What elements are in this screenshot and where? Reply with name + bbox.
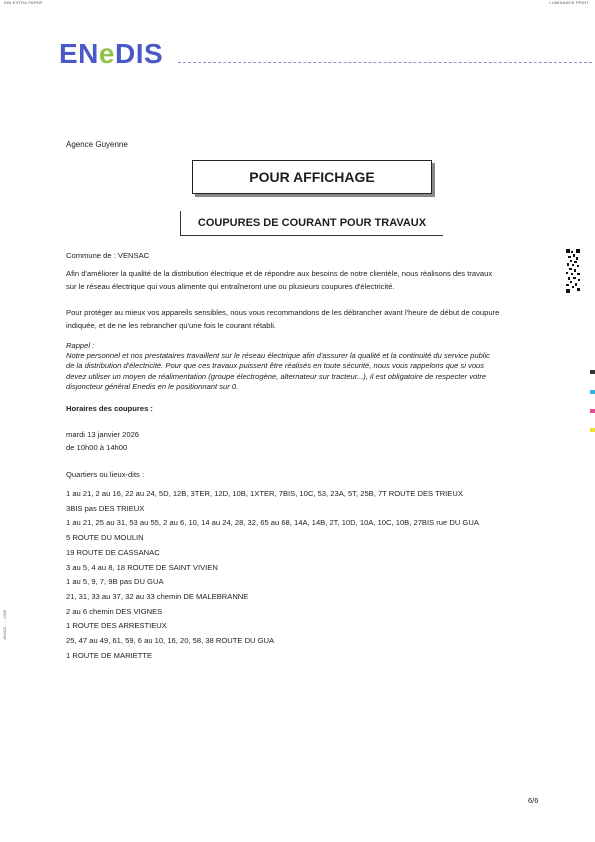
agency-name: Agence Guyenne <box>66 140 128 149</box>
notice-title: POUR AFFICHAGE <box>192 160 432 194</box>
list-item: 1 au 5, 9, 7, 9B pas DU GUA <box>66 577 164 587</box>
protect-paragraph <box>66 307 499 332</box>
places-heading: Quartiers ou lieux-dits : <box>66 470 145 479</box>
qr-code-icon <box>566 249 580 293</box>
reminder-block <box>66 341 490 392</box>
scan-mark-right: LUMINANCE PRINT <box>549 0 589 5</box>
schedule-block <box>66 429 139 454</box>
list-item: 21, 31, 33 au 37, 32 au 33 chemin DE MALEBRANNE <box>66 591 249 601</box>
list-item: 3 au 5, 4 au 8, 18 ROUTE DE SAINT VIVIEN <box>66 562 218 572</box>
registration-mark-magenta <box>590 409 595 413</box>
reminder-line: de la distribution d'électricité. Pour que ces travaux puissent être réalisés en toute sécurité, nous vous rappelons que si vous <box>66 361 485 371</box>
protect-line: indiquée, et de ne les rebrancher qu'une fois le courant rétabli. <box>66 320 276 330</box>
reminder-line: Notre personnel et nos prestataires travaillent sur le réseau électrique afin d'assurer la qualité et la continuité du service public <box>66 351 490 361</box>
page-number: 6/6 <box>528 796 539 805</box>
intro-line: Afin d'améliorer la qualité de la distribution électrique et de répondre aux besoins de notre clientèle, nous réalisons des travaux <box>66 269 493 278</box>
list-item: 25, 47 au 49, 61, 59, 6 au 10, 16, 20, 58, 38 ROUTE DU GUA <box>66 636 275 646</box>
places-list <box>66 487 479 663</box>
notice-subtitle: COUPURES DE COURANT POUR TRAVAUX <box>180 211 443 236</box>
list-item: 1 ROUTE DES ARRESTIEUX <box>66 621 167 631</box>
intro-line: sur le réseau électrique qui vous alimente qui entraîneront une ou plusieurs coupures d'électricité. <box>66 281 395 291</box>
reminder-line: disjoncteur général Enedis en le positionnant sur 0. <box>66 381 239 391</box>
header-divider <box>178 62 592 63</box>
commune-line: Commune de : VENSAC <box>66 251 150 260</box>
registration-mark-cyan <box>590 390 595 394</box>
registration-mark-black <box>590 370 595 374</box>
logo-part-1: EN <box>59 38 99 69</box>
intro-paragraph <box>66 268 492 293</box>
hours-heading: Horaires des coupures : <box>66 404 153 413</box>
side-print-reference: 450415 - ... 2026 <box>2 609 7 640</box>
schedule-time: de 10h00 à 14h00 <box>66 442 128 452</box>
list-item: 19 ROUTE DE CASSANAC <box>66 547 160 557</box>
list-item: 5 ROUTE DU MOULIN <box>66 533 144 543</box>
logo-part-2: e <box>98 38 115 69</box>
logo-part-3: DIS <box>114 38 164 69</box>
reminder-line: devez utiliser un moyen de réalimentation (groupe électrogène, alternateur sur tracteur...), il est obligatoire de respecter votre <box>66 371 487 381</box>
enedis-logo <box>59 38 163 70</box>
protect-line: Pour protéger au mieux vos appareils sensibles, nous vous recommandons de les débrancher avant l'heure de début de coupure <box>66 308 500 317</box>
list-item: 1 ROUTE DE MARIETTE <box>66 650 153 660</box>
scan-mark-left: DIN EXTRA PAPER <box>4 0 43 5</box>
list-item: 2 au 6 chemin DES VIGNES <box>66 606 163 616</box>
list-item: 3BIS pas DES TRIEUX <box>66 503 145 513</box>
schedule-date: mardi 13 janvier 2026 <box>66 430 140 439</box>
reminder-heading: Rappel : <box>66 341 95 350</box>
list-item: 1 au 21, 25 au 31, 53 au 55, 2 au 6, 10, 14 au 24, 28, 32, 65 au 68, 14A, 14B, 2T, 10D, 10A, 10C, 10B, 27BIS rue DU GUA <box>66 518 479 528</box>
registration-mark-yellow <box>590 428 595 432</box>
list-item: 1 au 21, 2 au 16, 22 au 24, 5D, 12B, 3TER, 12D, 10B, 1XTER, 7BIS, 10C, 53, 23A, 5T, 25B, 7T ROUTE DES TRIEUX <box>66 489 463 498</box>
